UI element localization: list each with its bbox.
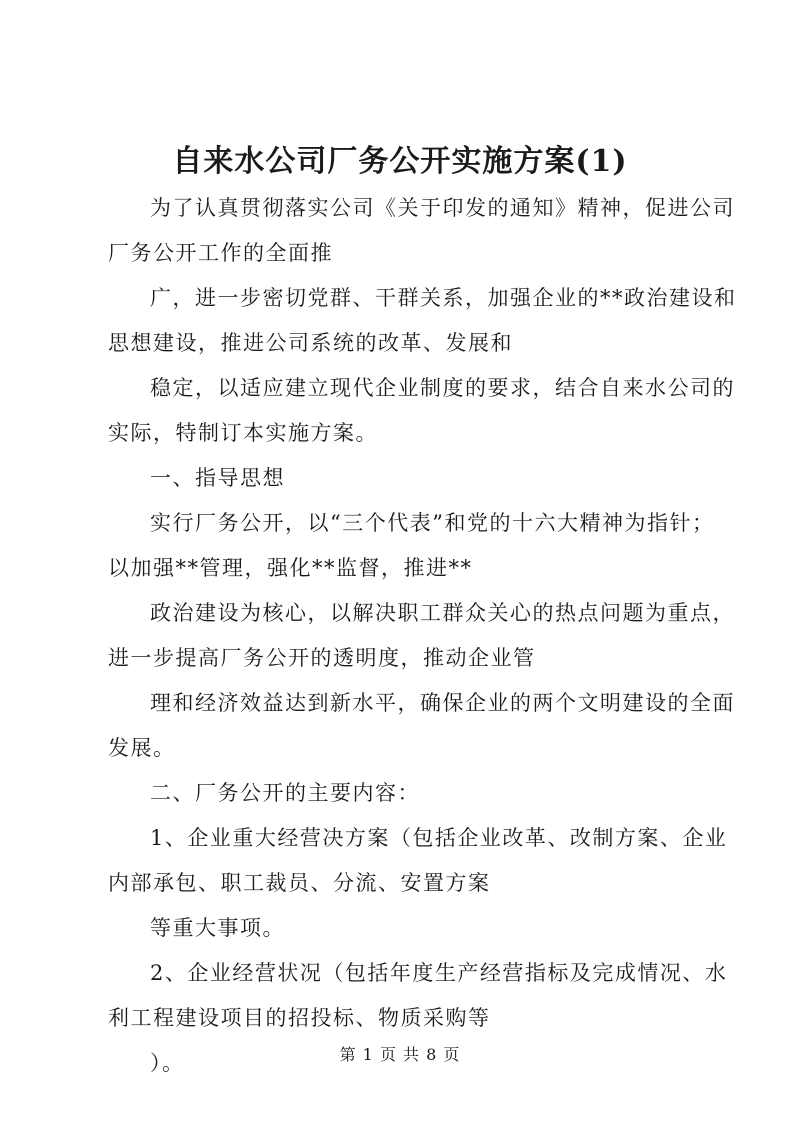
paragraph-line: 厂务公开工作的全面推 xyxy=(108,241,333,265)
list-item-line: 利工程建设项目的招投标、物质采购等 xyxy=(108,1006,491,1030)
list-item-line: 2、企业经营状况（包括年度生产经营指标及完成情况、水 xyxy=(150,961,728,985)
paragraph-line: 理和经济效益达到新水平，确保企业的两个文明建设的全面 xyxy=(150,691,735,715)
paragraph-line: 稳定，以适应建立现代企业制度的要求，结合自来水公司的 xyxy=(150,376,735,400)
page-number-footer: 第 1 页 共 8 页 xyxy=(339,1045,461,1064)
section-heading: 二、厂务公开的主要内容： xyxy=(150,781,420,805)
document-title: 自来水公司厂务公开实施方案(1) xyxy=(172,144,628,179)
list-item-line: 内部承包、职工裁员、分流、安置方案 xyxy=(108,871,491,895)
section-heading: 一、指导思想 xyxy=(150,466,285,490)
paragraph-line: 政治建设为核心，以解决职工群众关心的热点问题为重点， xyxy=(150,601,735,625)
paragraph-line: 以加强**管理，强化**监督，推进** xyxy=(108,556,473,580)
paragraph-line: 广，进一步密切党群、干群关系，加强企业的**政治建设和 xyxy=(150,286,737,310)
list-item-line: 1、企业重大经营决方案（包括企业改革、改制方案、企业 xyxy=(150,826,728,850)
list-item-line: 等重大事项。 xyxy=(150,916,285,940)
paragraph-line: 实行厂务公开，以“三个代表”和党的十六大精神为指针； xyxy=(150,511,715,535)
list-item-line: ）。 xyxy=(150,1051,185,1075)
paragraph-line: 思想建设，推进公司系统的改革、发展和 xyxy=(108,331,513,355)
document-body xyxy=(108,186,737,1086)
paragraph-line: 进一步提高厂务公开的透明度，推动企业管 xyxy=(108,646,536,670)
paragraph-line: 为了认真贯彻落实公司《关于印发的通知》精神，促进公司 xyxy=(150,196,735,220)
paragraph-line: 实际，特制订本实施方案。 xyxy=(108,421,378,445)
paragraph-line: 发展。 xyxy=(108,736,176,760)
